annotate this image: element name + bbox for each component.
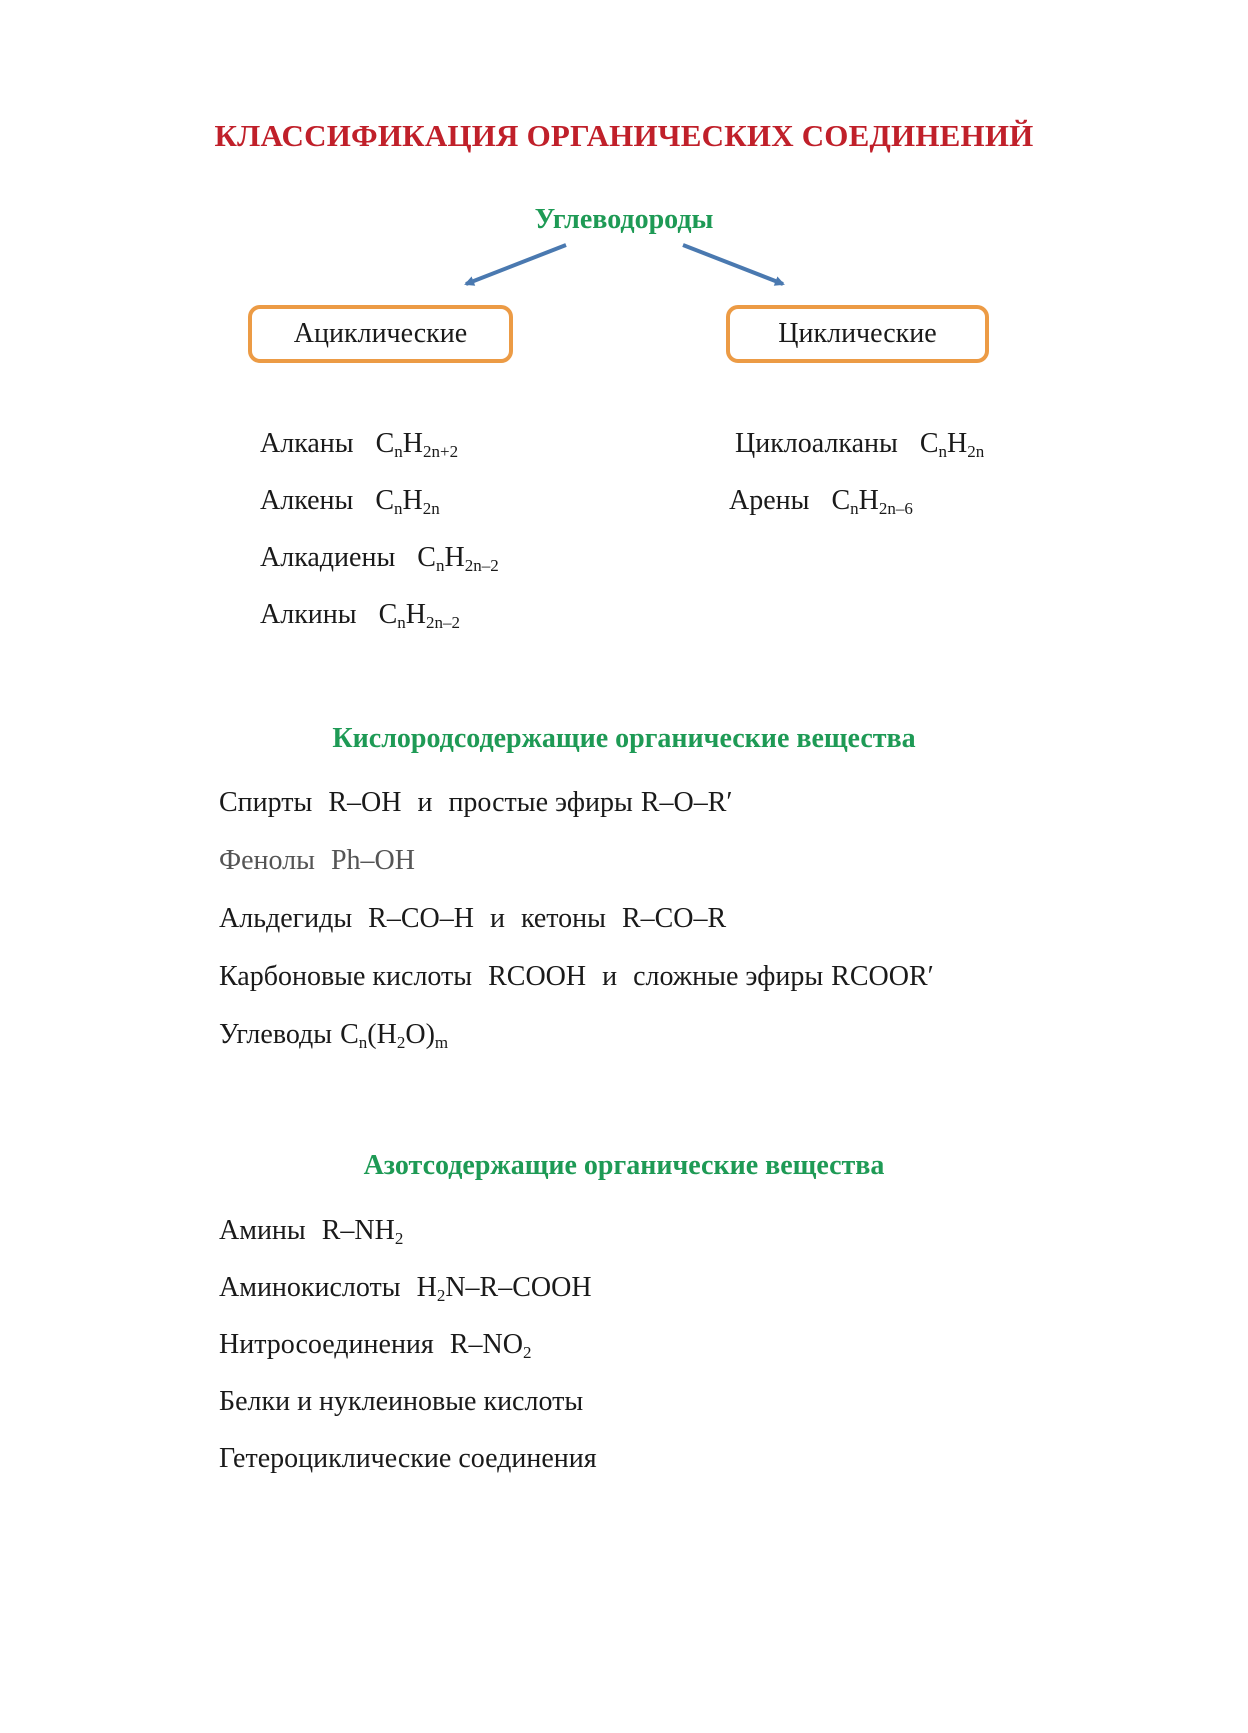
list-item bbox=[735, 428, 984, 485]
list-item bbox=[260, 542, 499, 599]
list-item: Углеводы $C_n(H_2O)_m$ bbox=[219, 1019, 449, 1052]
item-name: Алкадиены bbox=[260, 542, 396, 573]
branch-arrows bbox=[0, 0, 1248, 320]
list-item bbox=[260, 485, 499, 542]
list-item: Фенолы Ph–OH bbox=[219, 845, 415, 876]
list-item bbox=[729, 485, 984, 542]
list-item: Амины $R-NH_2$ bbox=[219, 1215, 404, 1248]
arrow-left bbox=[466, 245, 566, 284]
formula: $C_nH_{2n}$ bbox=[919, 428, 985, 461]
formula: $C_nH_{2n+2}$ bbox=[375, 428, 459, 461]
cyclic-list bbox=[729, 428, 985, 542]
list-item bbox=[260, 428, 499, 485]
item-name: Циклоалканы bbox=[735, 428, 898, 459]
item-name: Алкины bbox=[260, 599, 357, 630]
formula: $C_nH_{2n-2}$ bbox=[378, 599, 460, 632]
acyclic-box: Ациклические bbox=[248, 305, 513, 363]
item-name: Алкены bbox=[260, 485, 354, 516]
nitrogen-heading: Азотсодержащие органические вещества bbox=[363, 1150, 885, 1181]
nitrogen-list bbox=[219, 1215, 597, 1500]
item-name: Арены bbox=[729, 485, 810, 516]
arrow-right bbox=[683, 245, 783, 284]
formula: $C_nH_{2n-2}$ bbox=[417, 542, 499, 575]
oxygen-list bbox=[219, 787, 934, 1077]
item-name: Алканы bbox=[260, 428, 354, 459]
list-item: Аминокислоты $H_2N-R$–COOH bbox=[219, 1272, 592, 1305]
acyclic-list bbox=[260, 428, 499, 656]
page-title: КЛАССИФИКАЦИЯ ОРГАНИЧЕСКИХ СОЕДИНЕНИЙ bbox=[214, 118, 1034, 153]
list-item: Карбоновые кислоты RCOOH и сложные эфиры RCOOR′ bbox=[219, 961, 934, 992]
formula: $C_nH_{2n}$ bbox=[375, 485, 440, 518]
list-item: Гетероциклические соединения bbox=[219, 1443, 597, 1474]
cyclic-box: Циклические bbox=[726, 305, 989, 363]
list-item bbox=[260, 599, 499, 656]
formula: $C_nH_{2n-6}$ bbox=[831, 485, 913, 518]
list-item: Белки и нуклеиновые кислоты bbox=[219, 1386, 584, 1417]
list-item: Нитросоединения $R-NO_2$ bbox=[219, 1329, 532, 1362]
oxygen-heading: Кислородсодержащие органические вещества bbox=[332, 723, 916, 754]
list-item: Спирты R–OH и простые эфиры R–O–R′ bbox=[219, 787, 733, 818]
list-item: Альдегиды R–CO–H и кетоны R–CO–R bbox=[219, 903, 727, 934]
hydrocarbons-heading: Углеводороды bbox=[534, 204, 714, 235]
